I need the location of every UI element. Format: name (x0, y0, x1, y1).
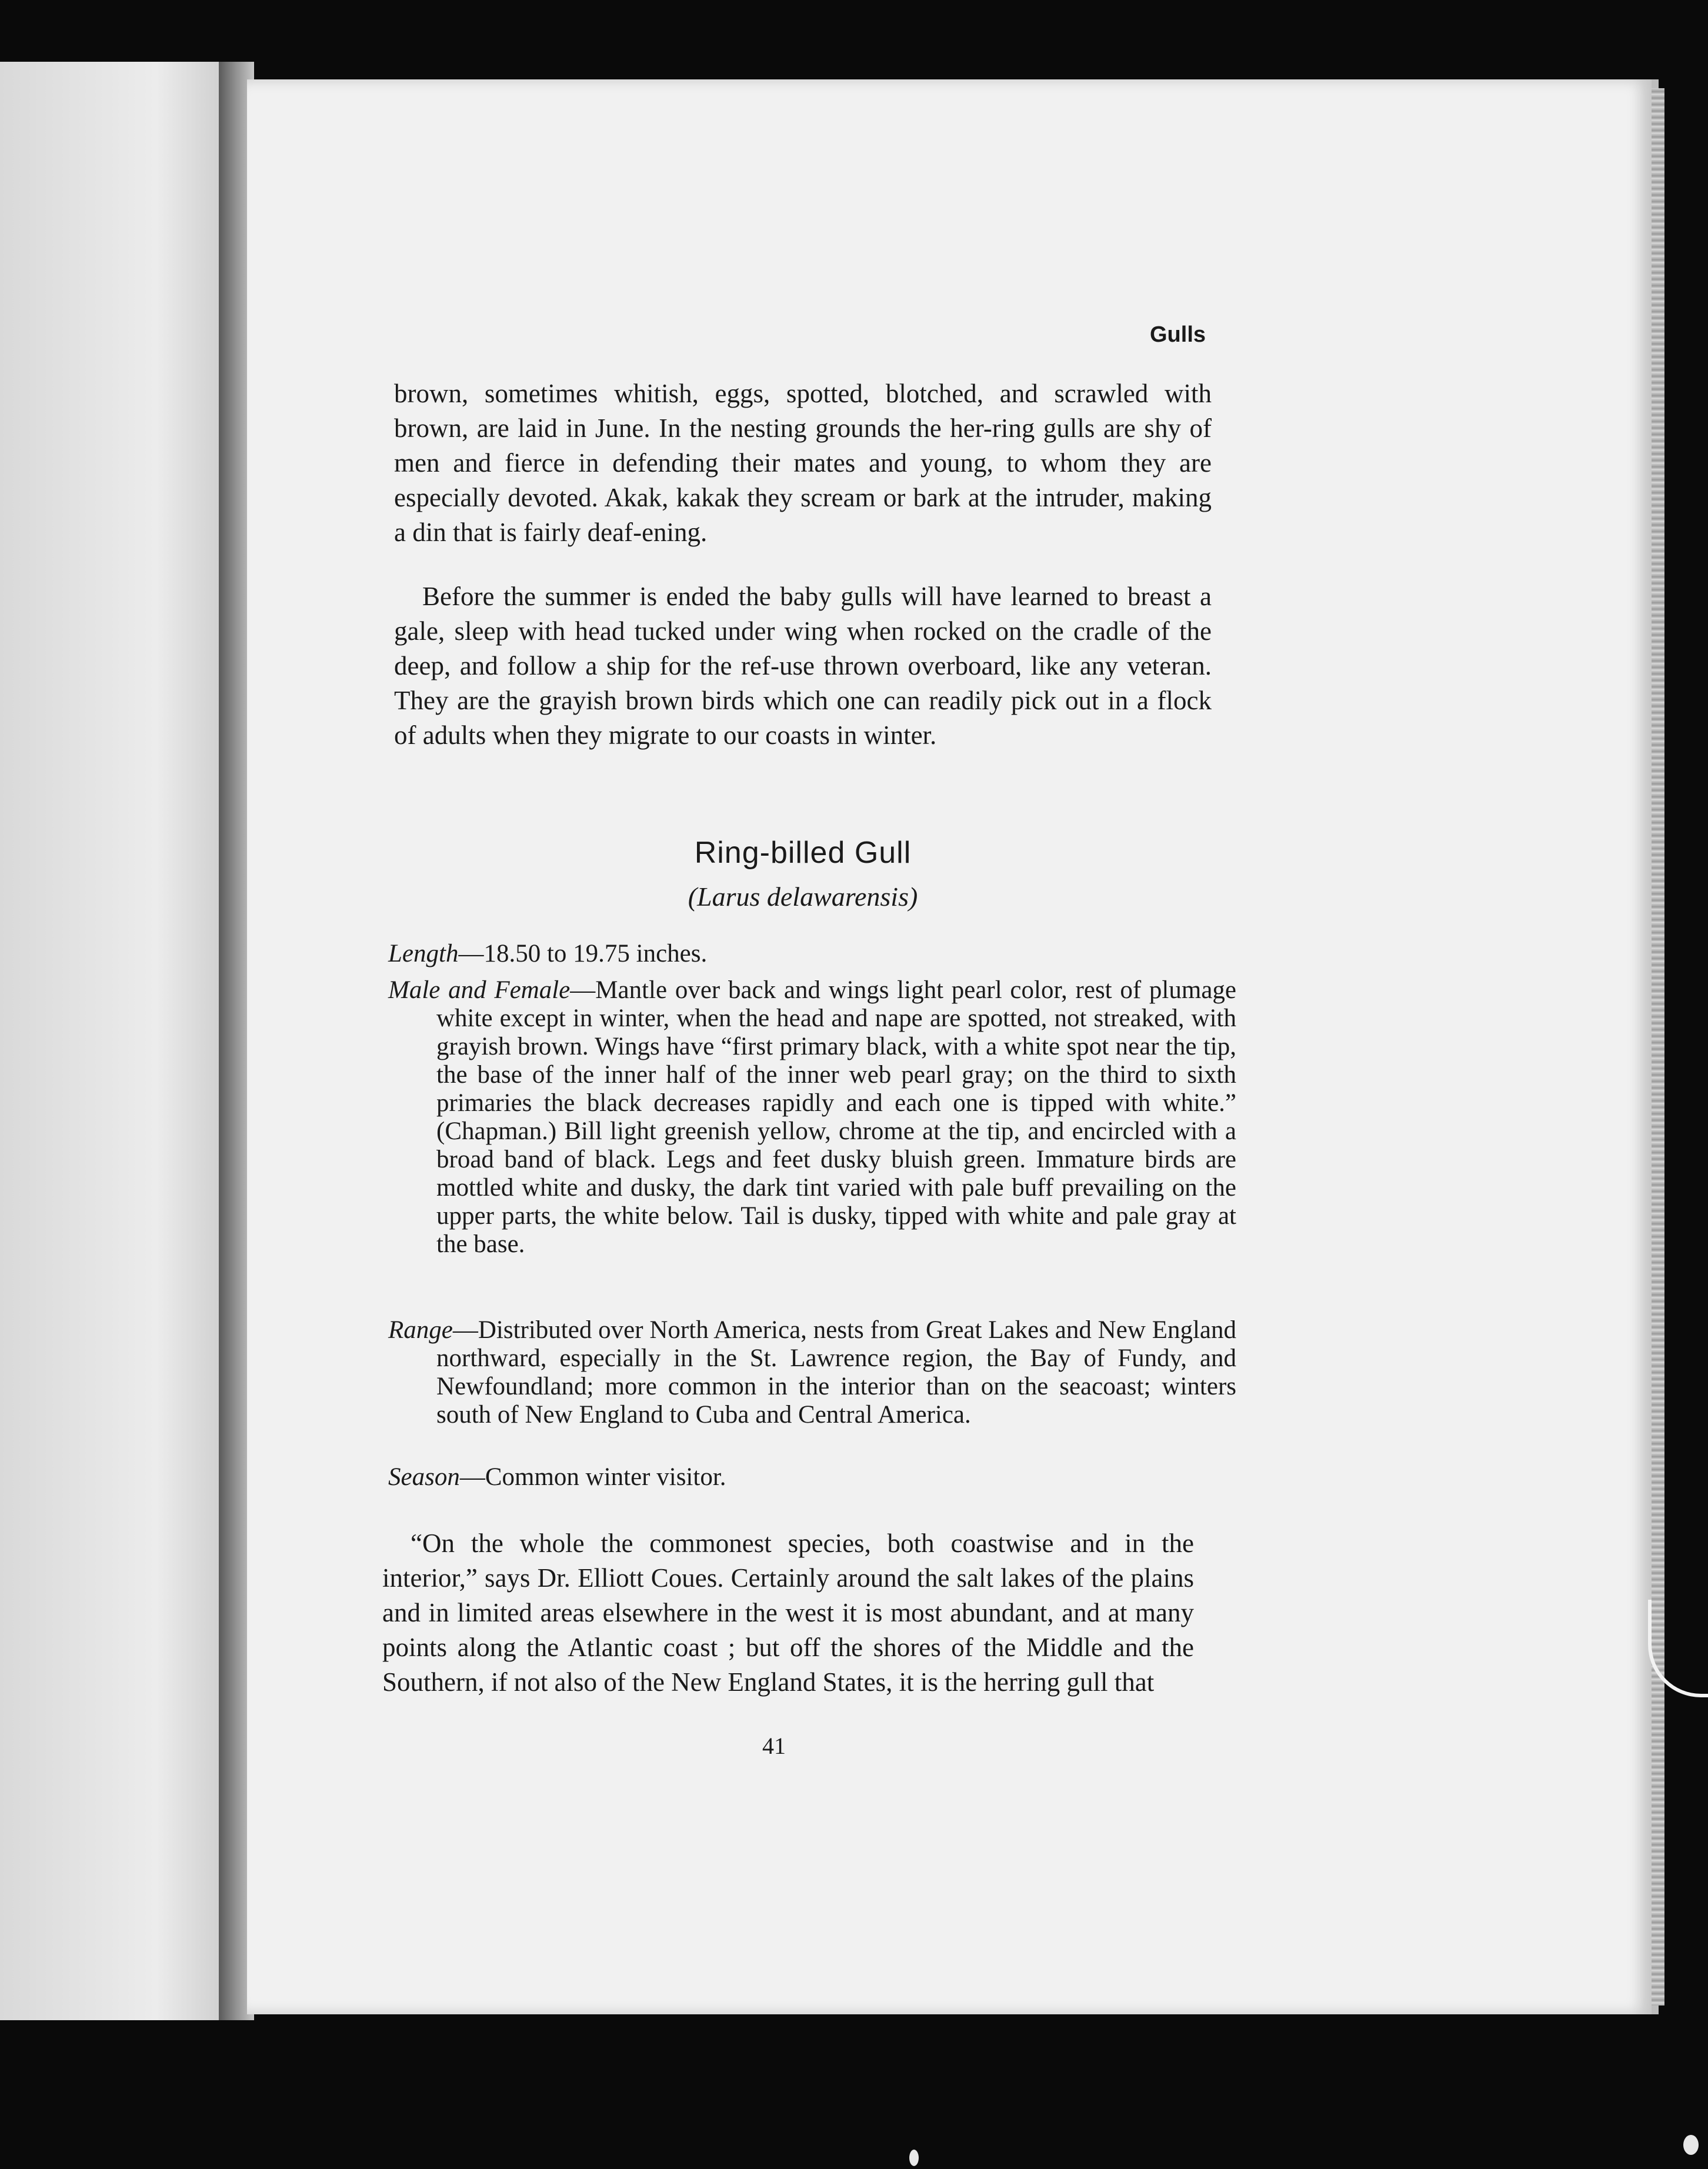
entry-text: —Common winter visitor. (459, 1463, 726, 1491)
running-head: Gulls (1150, 322, 1206, 347)
entry-male-female (388, 976, 1236, 1259)
paragraph-coues: “On the whole the commonest species, both coastwise and in the interior,” says Dr. Elliott Coues. Certainly around the salt lakes of the plains and in limited areas elsewhere in the west it is most abundant, and at many points along the Atlantic coast ; but off the shores of the Middle and the Southern, if not also of the New England States, it is the herring gull that (382, 1529, 1194, 1697)
paragraph-baby-gulls: Before the summer is ended the baby gulls will have learned to breast a gale, sleep with head tucked under wing when rocked on the cradle of the deep, and follow a ship for the ref-use thrown overboard, like any veteran. They are the grayish brown birds which one can readily pick out in a flock of adults when they migrate to our coasts in winter. (394, 582, 1212, 750)
entry-season (388, 1463, 1236, 1491)
page-edges (1652, 88, 1664, 2006)
entry-range (388, 1316, 1236, 1429)
entry-text: —Distributed over North America, nests from Great Lakes and New England northward, especially in the St. Lawrence region, the Bay of Fundy, and Newfoundland; more common in the interior than on the seacoast; winters south of New England to Cuba and Central America. (436, 1316, 1236, 1429)
species-title: Ring-billed Gull (694, 836, 912, 870)
species-latin-name: (Larus delawarensis) (688, 882, 918, 912)
entry-text: —Mantle over back and wings light pearl color, rest of plumage white except in winter, when the head and nape are spotted, not streaked, with grayish brown. Wings have “first primary black, with a white spot near the tip, the base of the inner half of the inner web pearl gray; on the third to sixth primaries the black decreases rapidly and each one is tipped with white.” (Chapman.) Bill light greenish yellow, chrome at the tip, and encircled with a broad band of black. Legs and feet dusky bluish green. Immature birds are mottled white and dusky, the dark tint varied with pale buff prevailing on the upper parts, the white below. Tail is dusky, tipped with white and pale gray at the base. (436, 976, 1236, 1258)
entry-length (388, 940, 1236, 968)
entry-text: —18.50 to 19.75 inches. (458, 940, 708, 967)
facing-page (0, 62, 223, 2020)
scan-speck (1683, 2135, 1699, 2155)
scan-speck (909, 2150, 919, 2166)
entry-label: Season (388, 1463, 460, 1491)
entry-label: Length (388, 940, 459, 967)
paragraph-eggs: brown, sometimes whitish, eggs, spotted, blotched, and scrawled with brown, are laid in June. In the nesting grounds the her-ring gulls are shy of men and fierce in defending their mates and young, to whom they are especially devoted. Akak, kakak they scream or bark at the intruder, making a din that is fairly deaf-ening. (394, 379, 1212, 547)
entry-label: Range (388, 1316, 453, 1344)
entry-label: Male and Female (388, 976, 571, 1004)
page-number: 41 (762, 1733, 786, 1759)
